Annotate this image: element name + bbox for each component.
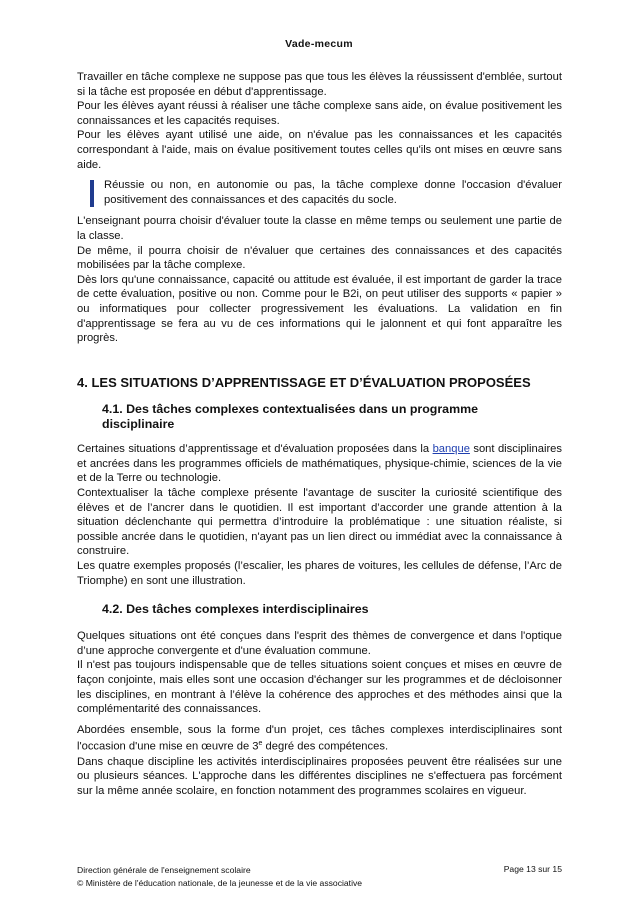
- subsection-4-1-paragraph-1: [77, 442, 562, 486]
- text-span: Abordées ensemble, sous la forme d'un projet, ces tâches complexes interdisciplinaires sont l'occasion d'une mise en œuvre de 3: [77, 723, 562, 754]
- footer-organization: [77, 864, 362, 890]
- intro-paragraph-2: Pour les élèves ayant réussi à réaliser une tâche complexe sans aide, on évalue positivement les connaissances et les capacités requises.: [77, 100, 562, 127]
- intro-paragraph-3: Pour les élèves ayant utilisé une aide, on n'évalue pas les connaissances et les capacités correspondant à l'aide, mais on évalue positivement toutes celles qu'ils ont mises en œuvre sans aide.: [77, 129, 562, 171]
- subsection-4-2-paragraph-1: Quelques situations ont été conçues dans l'esprit des thèmes de convergence et dans l'optique d’une approche convergente et d'une évaluation commune.: [77, 630, 562, 657]
- callout-accent-bar: [90, 180, 94, 207]
- subsection-4-1-paragraph-3: Les quatre exemples proposés (l’escalier, les phares de voitures, les cellules de défense, l’Arc de Triomphe) en sont une illustration.: [77, 560, 562, 587]
- subsection-4-2-paragraph-3: [77, 723, 562, 755]
- text-span: degré des compétences.: [262, 741, 389, 754]
- superscript-e: e: [258, 740, 263, 748]
- assessment-paragraph-3: Dès lors qu'une connaissance, capacité ou attitude est évaluée, il est important de garder la trace de cette évaluation, positive ou non. Comme pour le B2i, on peut utiliser des supports « papier » ou informatiques pour collecter progressivement les évaluations. La validation en fin d'apprentissage se fera au vu de ces informations qui le jalonnent et qui font apparaître les progrès.: [77, 273, 562, 345]
- callout-text: Réussie ou non, en autonomie ou pas, la tâche complexe donne l'occasion d'évaluer positivement des connaissances et des capacités du socle.: [104, 179, 562, 206]
- footer-org-line-2: © Ministère de l'éducation nationale, de la jeunesse et de la vie associative: [77, 878, 363, 888]
- subsection-4-2-heading: 4.2. Des tâches complexes interdisciplinaires: [102, 602, 369, 617]
- text-span: sont disciplinaires et ancrées dans les programmes officiels de mathématiques, physique-chimie, sciences de la vie et de la Terre ou technologie.: [77, 443, 562, 485]
- page-header: Vade-mecum: [285, 38, 353, 50]
- footer-org-line-1: Direction générale de l'enseignement scolaire: [77, 865, 251, 875]
- page-number: Page 13 sur 15: [503, 864, 562, 874]
- intro-paragraph-1: Travailler en tâche complexe ne suppose pas que tous les élèves la réussissent d'emblée, surtout si la tâche est proposée en début d'apprentissage.: [77, 71, 562, 98]
- banque-link[interactable]: banque: [432, 443, 470, 456]
- subsection-4-2-paragraph-4: Dans chaque discipline les activités interdisciplinaires proposées peuvent être réalisées sur une ou plusieurs séances. L'approche dans les différentes disciplines ne s'effectuera pas forcément sur la même année scolaire, en fonction notamment des programmes scolaires en vigueur.: [77, 755, 562, 797]
- document-body: [77, 70, 562, 798]
- text-span: Certaines situations d’apprentissage et d'évaluation proposées dans la: [77, 443, 433, 456]
- callout-box: [90, 178, 562, 207]
- assessment-paragraph-1: L'enseignant pourra choisir d'évaluer toute la classe en même temps ou seulement une partie de la classe.: [77, 215, 562, 242]
- section-4-heading: 4. LES SITUATIONS D’APPRENTISSAGE ET D’ÉVALUATION PROPOSÉES: [77, 374, 531, 390]
- subsection-4-1-heading: 4.1. Des tâches complexes contextualisées dans un programme disciplinaire: [102, 402, 479, 432]
- assessment-paragraph-2: De même, il pourra choisir de n'évaluer que certaines des connaissances et des capacités mobilisées par la tâche complexe.: [77, 244, 562, 272]
- subsection-4-1-paragraph-2: Contextualiser la tâche complexe présente l'avantage de susciter la curiosité scientifique des élèves et de l’ancrer dans le quotidien. Il est important d’accorder une grande attention à la situation déclenchante qui permettra d’introduire la problématique : une situation réaliste, si possible ancrée dans le quotidien, n'ayant pas un lien direct ou immédiat avec la connaissance à construire.: [77, 487, 562, 558]
- subsection-4-2-paragraph-2: Il n'est pas toujours indispensable que de telles situations soient conçues et mises en œuvre de façon conjointe, mais elles sont une occasion d'échanger sur les programmes et de décloisonner les disciplines, en montrant à l’élève la cohérence des approches et des méthodes ainsi que la complémentarité des connaissances.: [77, 659, 562, 716]
